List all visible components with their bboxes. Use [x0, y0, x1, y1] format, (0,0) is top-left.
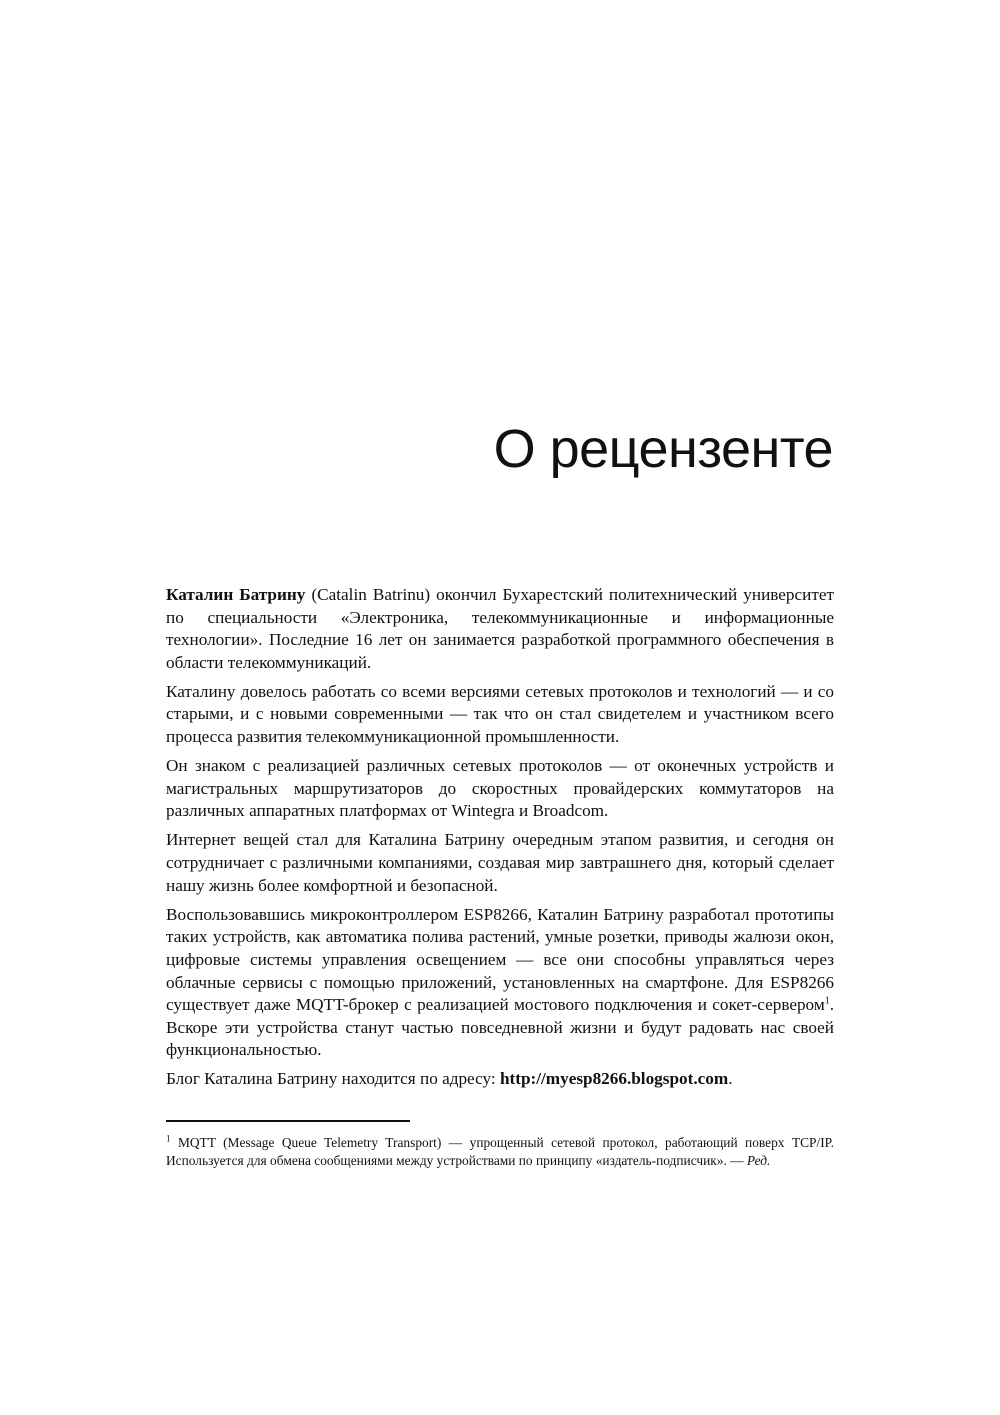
paragraph-2: Каталину довелось работать со всеми версиями сетевых протоколов и технологий — и со старыми, и с новыми современными — так что он стал свидетелем и участником всего процесса развития телекоммуникационной промышленности.	[166, 681, 834, 747]
footnote-number: 1	[166, 1133, 171, 1144]
footnote	[166, 1134, 834, 1169]
paragraph-5	[166, 904, 834, 1062]
reviewer-name: Каталин Батрину	[166, 585, 306, 604]
blog-url-link[interactable]: http://myesp8266.blogspot.com	[499, 1069, 729, 1089]
paragraph-4: Интернет вещей стал для Каталина Батрину очередным этапом развития, и сегодня он сотрудничает с различными компаниями, создавая мир завтрашнего дня, который сделает нашу жизнь более комфортной и безопасной.	[166, 830, 834, 895]
paragraph-6	[166, 1068, 834, 1091]
paragraph-1-text: (Catalin Batrinu) окончил Бухарестский политехнический университет по специальности «Электроника, телекоммуникационные и информационные технологии». Последние 16 лет он занимается разработкой программного обеспечения в области телекоммуникаций.	[166, 585, 834, 672]
paragraph-5-text-after: . Вскоре эти устройства станут частью повседневной жизни и будут радовать нас своей функциональностью.	[166, 995, 834, 1060]
footnote-reference[interactable]: 1	[824, 995, 830, 1007]
paragraph-3: Он знаком с реализацией различных сетевых протоколов — от оконечных устройств и магистральных маршрутизаторов до скоростных провайдерских коммутаторов на различных аппаратных платформах от Wintegra и Broadcom.	[166, 756, 834, 821]
footnote-editor-note: Ред.	[746, 1152, 771, 1168]
footnote-divider	[166, 1120, 410, 1122]
paragraph-5-text-before: Воспользовавшись микроконтроллером ESP8266, Каталин Батрину разработал прототипы таких устройств, как автоматика полива растений, умные розетки, приводы жалюзи окон, цифровые системы управления освещением — все они способны управляться через облачные сервисы с помощью приложений, установленных на смартфоне. Для ESP8266 существует даже MQTT-брокер с реализацией мостового подключения и сокет-сервером	[166, 904, 834, 1015]
blog-text-end: .	[728, 1069, 733, 1089]
body-text	[166, 584, 834, 1097]
page-title: О рецензенте	[493, 419, 833, 479]
paragraph-1	[166, 584, 834, 674]
footnote-text: MQTT (Message Queue Telemetry Transport) — упрощенный сетевой протокол, работающий поверх TCP/IP. Используется для обмена сообщениями между устройствами по принципу «издатель-подписчик». —	[166, 1135, 834, 1168]
blog-text: Блог Каталина Батрину находится по адресу:	[166, 1069, 500, 1089]
